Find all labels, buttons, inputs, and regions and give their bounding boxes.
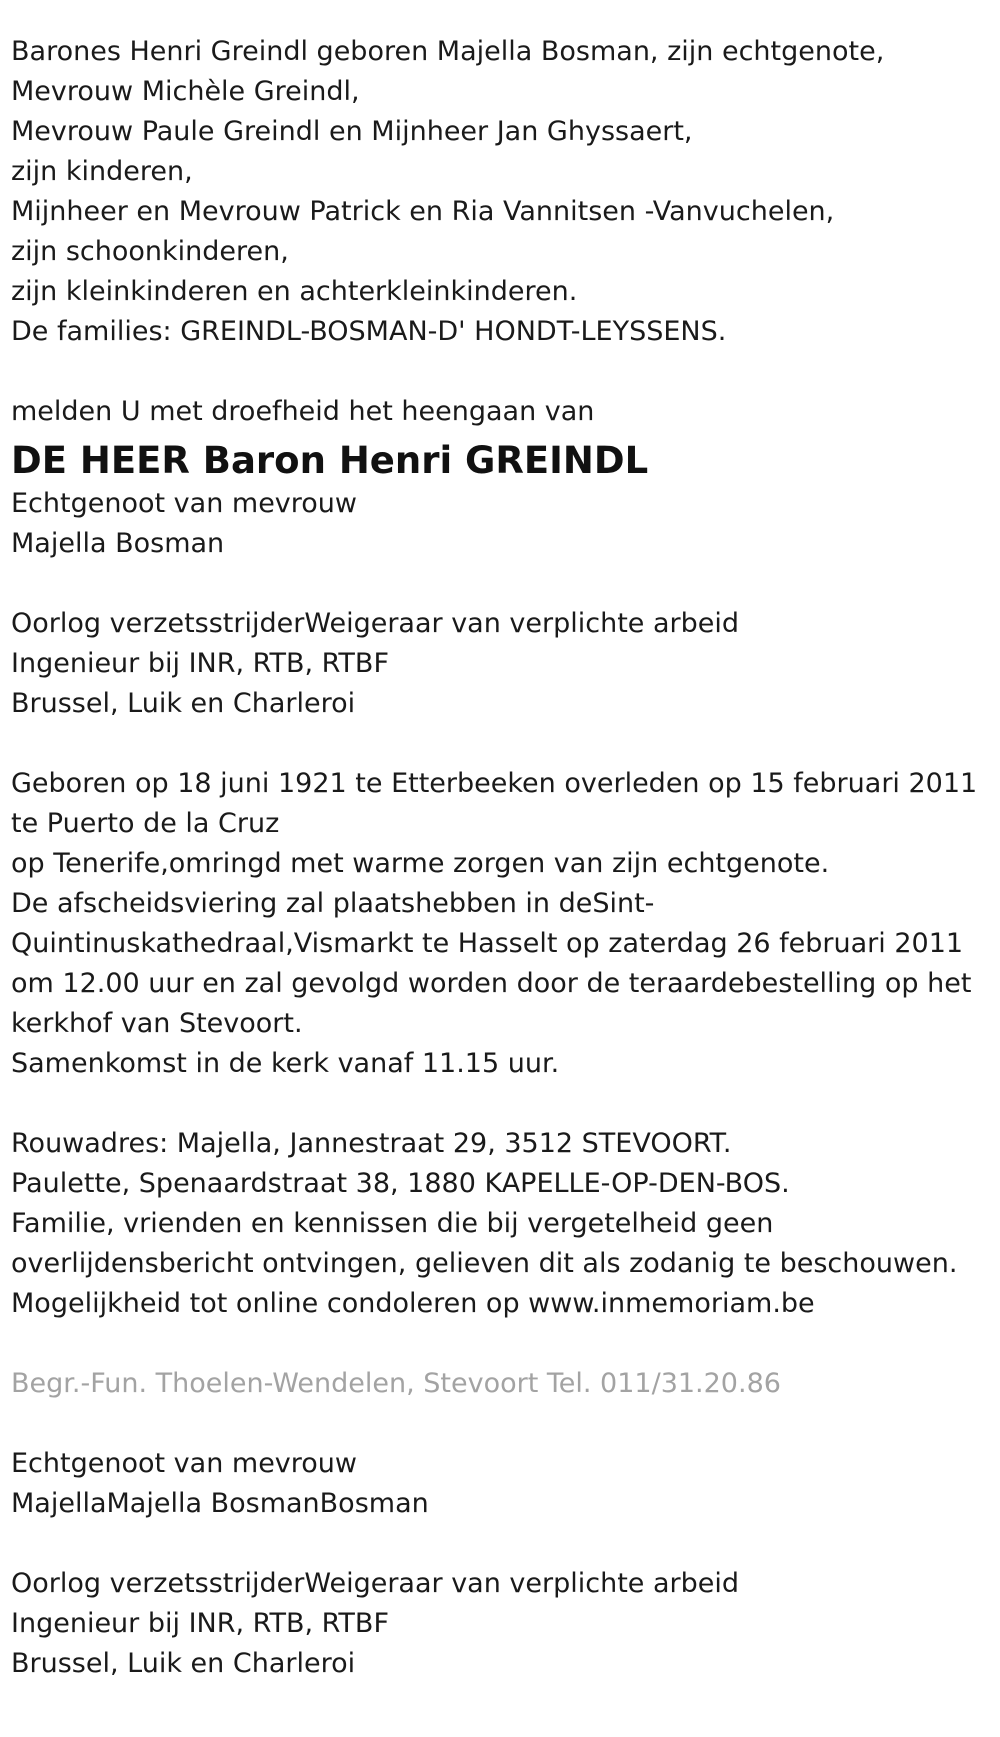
family-list (11, 32, 989, 352)
address-line: Paulette, Spenaardstraat 38, 1880 KAPELLE-OP-DEN-BOS. (11, 1168, 790, 1199)
family-line: zijn kleinkinderen en achterkleinkinderen. (11, 276, 578, 307)
details-block (11, 764, 989, 1084)
occupation-line: Ingenieur bij INR, RTB, RTBF (11, 648, 389, 679)
occupation-line: Oorlog verzetsstrijderWeigeraar van verplichte arbeid (11, 1568, 740, 1599)
announcement-text: melden U met droefheid het heengaan van (11, 396, 595, 427)
occupation-block (11, 604, 989, 724)
condolence-line: Mogelijkheid tot online condoleren op www.inmemoriam.be (11, 1288, 815, 1319)
occupation-line: Brussel, Luik en Charleroi (11, 1648, 356, 1679)
family-line: Mevrouw Michèle Greindl, (11, 76, 360, 107)
spouse-line: Echtgenoot van mevrouw (11, 488, 358, 519)
spouse-block (11, 484, 989, 564)
family-line: Mevrouw Paule Greindl en Mijnheer Jan Ghyssaert, (11, 116, 693, 147)
occupation-block-repeat (11, 1564, 989, 1684)
details-line: op Tenerife,omringd met warme zorgen van zijn echtgenote. (11, 848, 830, 879)
family-line: zijn kinderen, (11, 156, 193, 187)
funeral-home-credit: Begr.-Fun. Thoelen-Wendelen, Stevoort Tel. 011/31.20.86 (11, 1368, 781, 1399)
family-line: Barones Henri Greindl geboren Majella Bosman, zijn echtgenote, (11, 36, 885, 67)
family-line: Mijnheer en Mevrouw Patrick en Ria Vannitsen -Vanvuchelen, (11, 196, 835, 227)
occupation-line: Brussel, Luik en Charleroi (11, 688, 356, 719)
family-line: zijn schoonkinderen, (11, 236, 289, 267)
deceased-name-heading: DE HEER Baron Henri GREINDL (11, 439, 649, 482)
ceremony-text: De afscheidsviering zal plaatshebben in deSint-Quintinuskathedraal,Vismarkt te Hasselt op zaterdag 26 februari 2011 om 12.00 uur en zal gevolgd worden door de teraardebestelling op het kerkhof van Stevoort. (11, 888, 972, 1039)
occupation-line: Oorlog verzetsstrijderWeigeraar van verplichte arbeid (11, 608, 740, 639)
birth-death-text: Geboren op 18 juni 1921 te Etterbeeken overleden op 15 februari 2011 te Puerto de la Cruz (11, 768, 978, 839)
notice-line: Familie, vrienden en kennissen die bij vergetelheid geen (11, 1208, 774, 1239)
spouse-line: Echtgenoot van mevrouw (11, 1448, 358, 1479)
spouse-block-repeat (11, 1444, 989, 1524)
spouse-line: MajellaMajella BosmanBosman (11, 1488, 429, 1519)
spouse-line: Majella Bosman (11, 528, 225, 559)
family-line: De families: GREINDL-BOSMAN-D' HONDT-LEYSSENS. (11, 316, 727, 347)
occupation-line: Ingenieur bij INR, RTB, RTBF (11, 1608, 389, 1639)
gathering-text: Samenkomst in de kerk vanaf 11.15 uur. (11, 1048, 560, 1079)
address-line: Rouwadres: Majella, Jannestraat 29, 3512 STEVOORT. (11, 1128, 732, 1159)
address-block (11, 1124, 989, 1324)
notice-line: overlijdensbericht ontvingen, gelieven dit als zodanig te beschouwen. (11, 1248, 958, 1279)
